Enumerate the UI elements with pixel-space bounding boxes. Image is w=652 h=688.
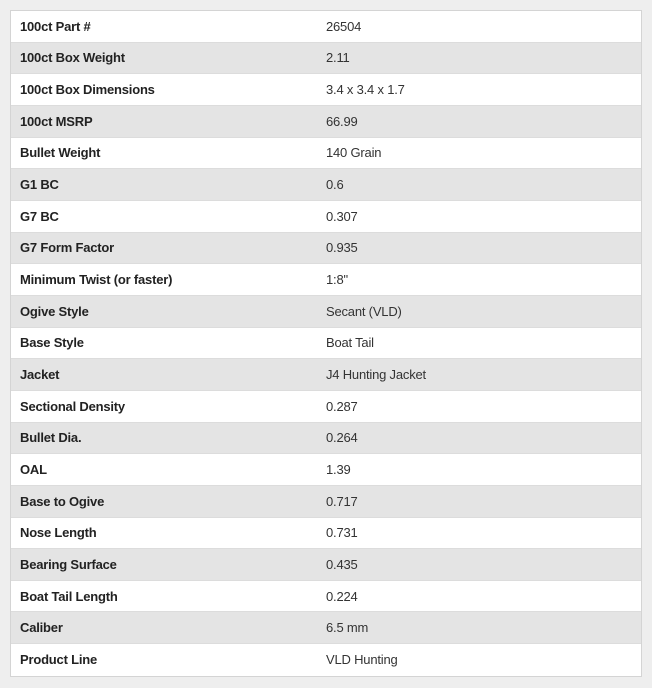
spec-value: 0.935 bbox=[326, 240, 358, 256]
spec-value: 1.39 bbox=[326, 462, 351, 478]
spec-label: 100ct MSRP bbox=[20, 113, 93, 129]
spec-row-sectional-density bbox=[11, 391, 641, 423]
spec-value: 0.287 bbox=[326, 398, 358, 414]
spec-label: Bullet Dia. bbox=[20, 430, 82, 446]
spec-value: Boat Tail bbox=[326, 335, 374, 351]
spec-label: Bullet Weight bbox=[20, 145, 101, 161]
spec-value: 0.307 bbox=[326, 208, 358, 224]
spec-value: 140 Grain bbox=[326, 145, 382, 161]
spec-row-base-style bbox=[11, 328, 641, 360]
spec-row-bearing-surface bbox=[11, 549, 641, 581]
spec-row-g7-form-factor bbox=[11, 233, 641, 265]
spec-label: G7 BC bbox=[20, 208, 59, 224]
spec-value: J4 Hunting Jacket bbox=[326, 367, 426, 383]
spec-label: Sectional Density bbox=[20, 398, 125, 414]
spec-row-bullet-dia bbox=[11, 423, 641, 455]
spec-label: Nose Length bbox=[20, 525, 97, 541]
spec-label: G7 Form Factor bbox=[20, 240, 114, 256]
spec-row-caliber bbox=[11, 612, 641, 644]
spec-value: 66.99 bbox=[326, 113, 358, 129]
spec-value: 26504 bbox=[326, 18, 362, 34]
spec-row-bullet-weight bbox=[11, 138, 641, 170]
spec-row-oal bbox=[11, 454, 641, 486]
spec-row-part-number bbox=[11, 11, 641, 43]
spec-row-g1-bc bbox=[11, 169, 641, 201]
spec-label: OAL bbox=[20, 462, 47, 478]
spec-label: 100ct Box Weight bbox=[20, 50, 125, 66]
spec-value: 0.6 bbox=[326, 177, 344, 193]
spec-value: 6.5 mm bbox=[326, 620, 369, 636]
spec-value: 0.264 bbox=[326, 430, 358, 446]
spec-label: Base Style bbox=[20, 335, 84, 351]
spec-row-jacket bbox=[11, 359, 641, 391]
spec-label: 100ct Part # bbox=[20, 18, 91, 34]
spec-value: 0.435 bbox=[326, 556, 358, 572]
spec-row-box-dimensions bbox=[11, 74, 641, 106]
spec-value: 0.717 bbox=[326, 493, 358, 509]
spec-label: 100ct Box Dimensions bbox=[20, 82, 155, 98]
spec-label: Product Line bbox=[20, 652, 98, 668]
spec-row-nose-length bbox=[11, 518, 641, 550]
spec-row-g7-bc bbox=[11, 201, 641, 233]
spec-label: Base to Ogive bbox=[20, 493, 105, 509]
spec-value: 1:8" bbox=[326, 272, 348, 288]
spec-label: Minimum Twist (or faster) bbox=[20, 272, 173, 288]
spec-row-boat-tail-length bbox=[11, 581, 641, 613]
spec-row-minimum-twist bbox=[11, 264, 641, 296]
spec-label: G1 BC bbox=[20, 177, 59, 193]
spec-value: Secant (VLD) bbox=[326, 303, 402, 319]
spec-row-msrp bbox=[11, 106, 641, 138]
spec-value: 3.4 x 3.4 x 1.7 bbox=[326, 82, 405, 98]
spec-row-base-to-ogive bbox=[11, 486, 641, 518]
spec-value: VLD Hunting bbox=[326, 652, 398, 668]
spec-label: Bearing Surface bbox=[20, 556, 117, 572]
spec-table bbox=[10, 10, 642, 677]
spec-value: 0.224 bbox=[326, 588, 358, 604]
spec-label: Boat Tail Length bbox=[20, 588, 118, 604]
spec-row-box-weight bbox=[11, 43, 641, 75]
spec-label: Caliber bbox=[20, 620, 63, 636]
spec-row-ogive-style bbox=[11, 296, 641, 328]
spec-value: 2.11 bbox=[326, 50, 350, 66]
spec-value: 0.731 bbox=[326, 525, 358, 541]
spec-label: Jacket bbox=[20, 367, 60, 383]
spec-label: Ogive Style bbox=[20, 303, 89, 319]
spec-row-product-line bbox=[11, 644, 641, 676]
